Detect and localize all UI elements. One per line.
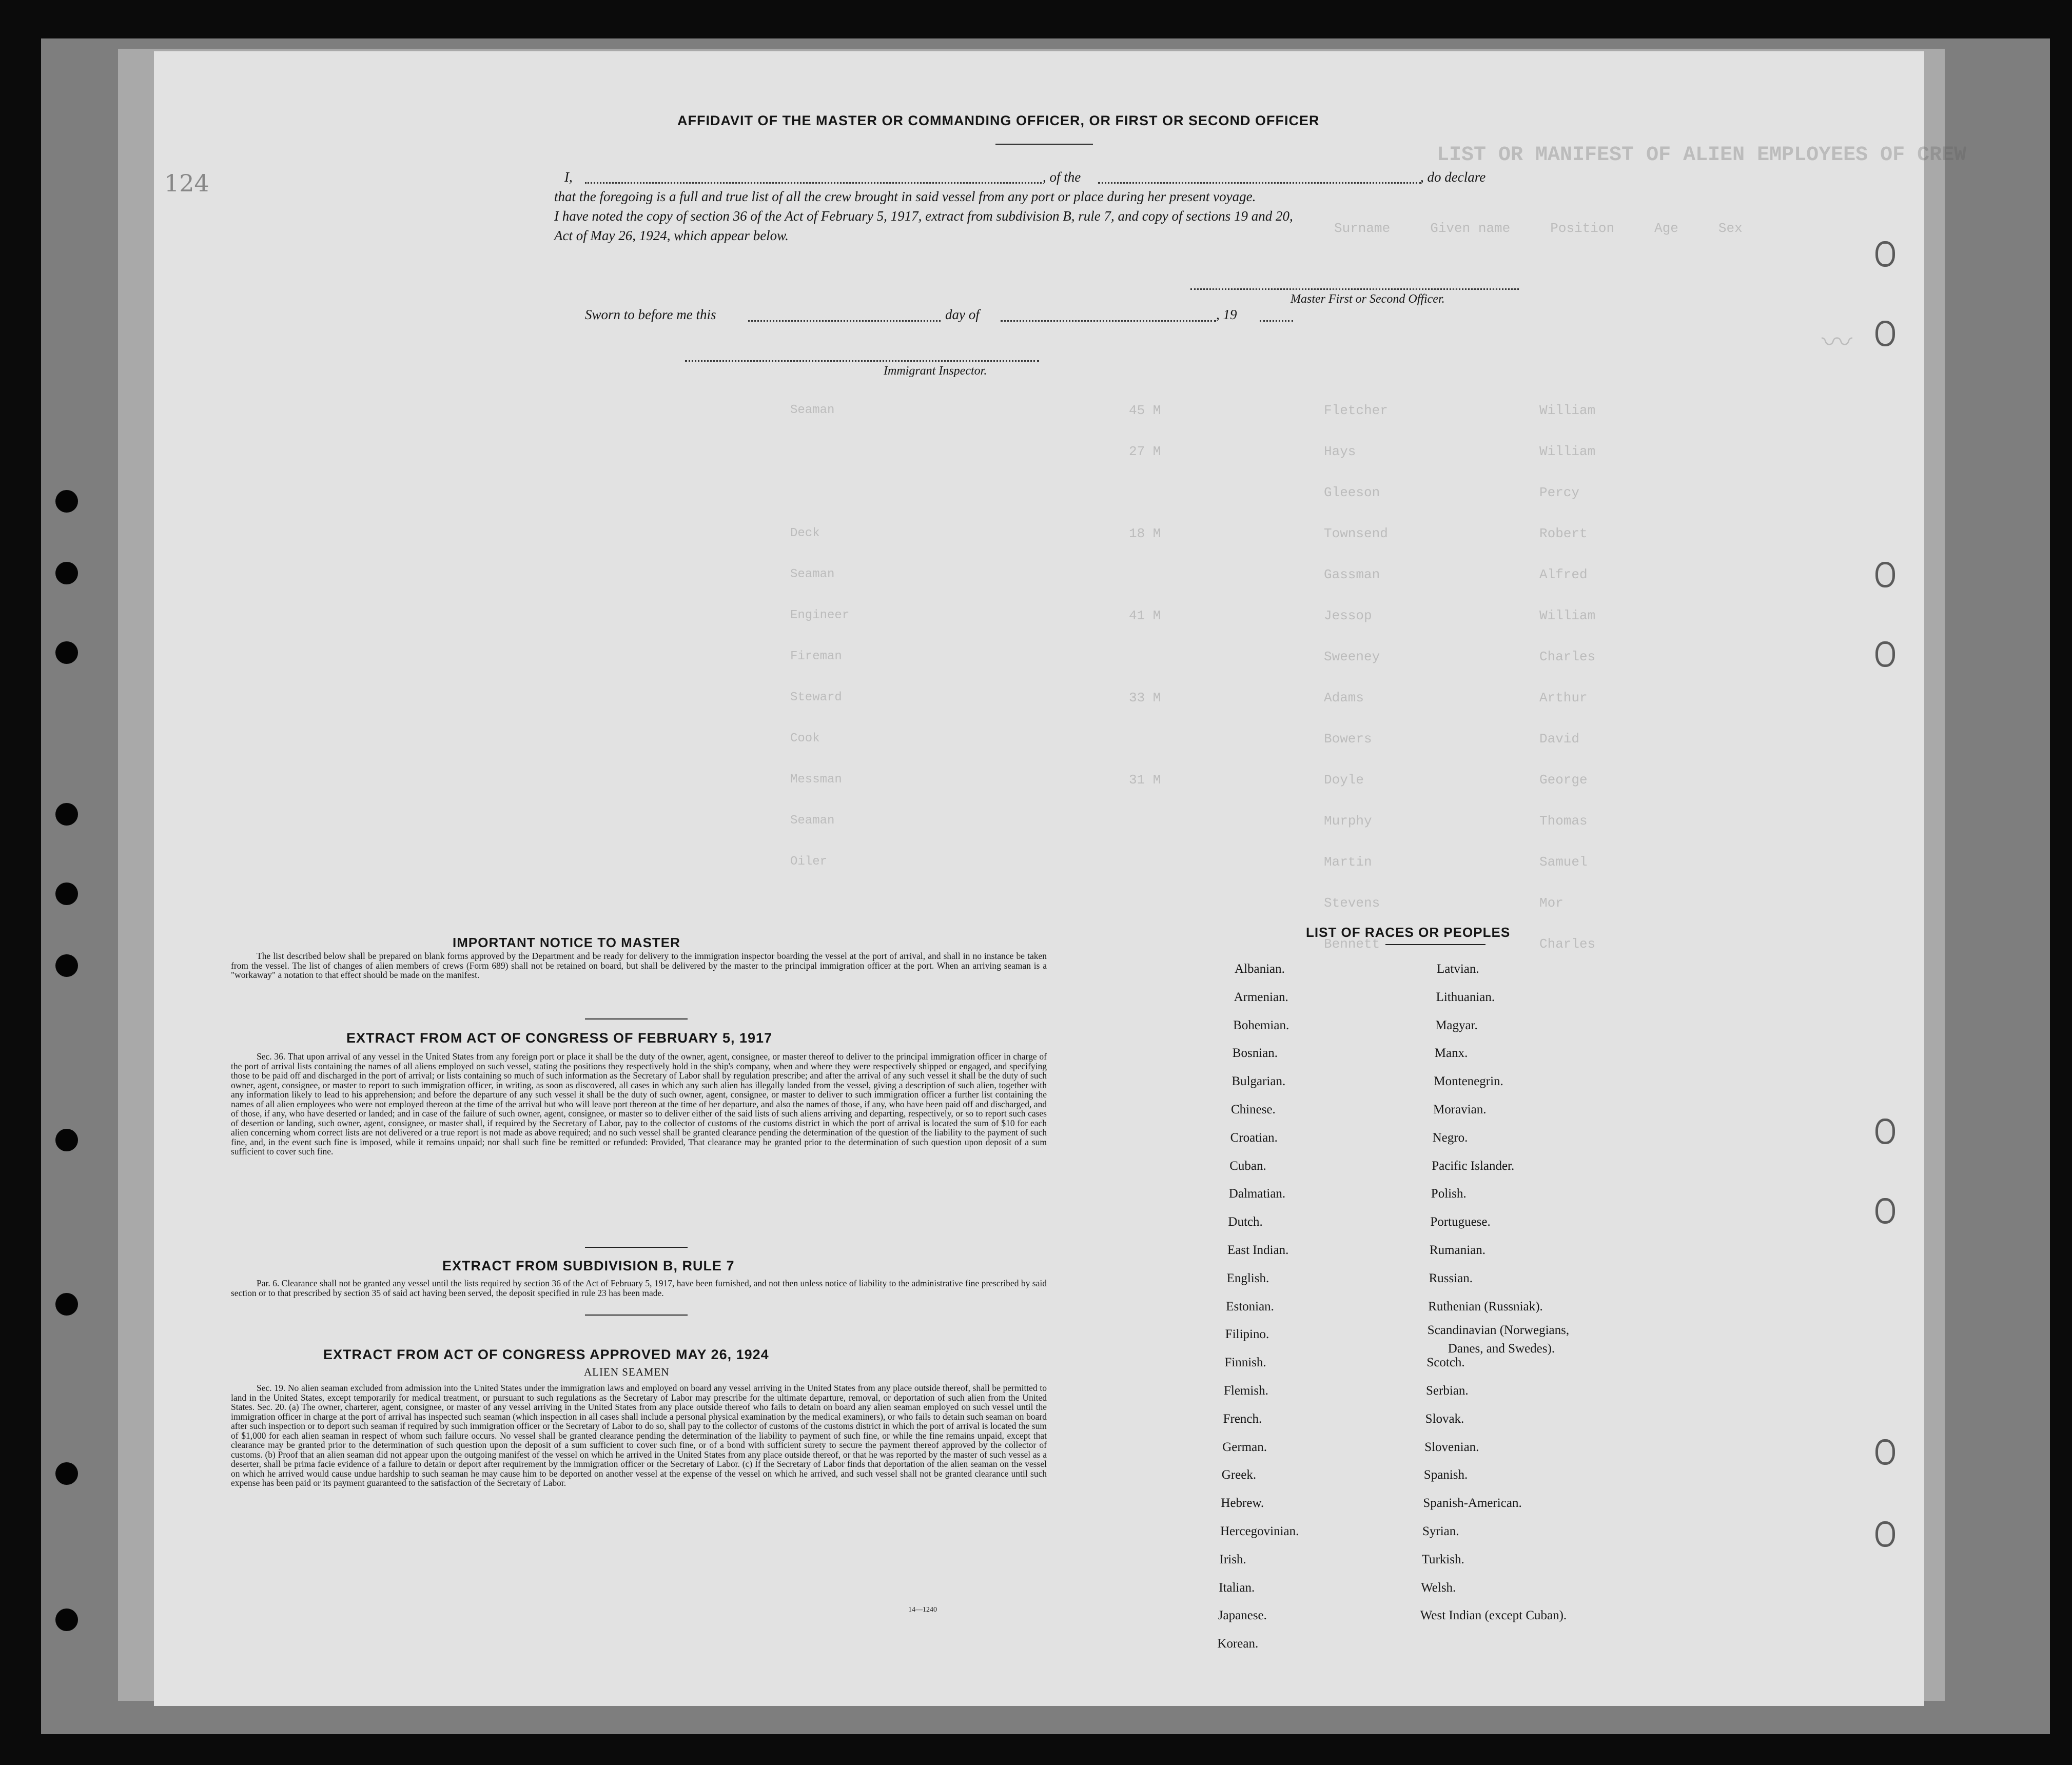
race-item: Scotch.	[1426, 1356, 1465, 1370]
inspector-signature-line	[685, 360, 1039, 362]
master-signature-line	[1190, 288, 1519, 290]
race-item: Serbian.	[1426, 1384, 1469, 1398]
race-item: Korean.	[1217, 1637, 1259, 1651]
extract-1924-title: EXTRACT FROM ACT OF CONGRESS APPROVED MAY 26, 1924	[323, 1347, 769, 1362]
race-item: Lithuanian.	[1436, 990, 1495, 1004]
race-item: Bulgarian.	[1232, 1074, 1286, 1089]
race-item: East Indian.	[1227, 1243, 1289, 1257]
sworn-day-of: day of	[945, 307, 980, 322]
bleed-through-column: Fletcher Hays Gleeson Townsend Gassman Jessop Sweeney Adams Bowers Doyle Murphy Martin Stevens Bennett	[1324, 403, 1388, 952]
binder-ring	[1875, 562, 1895, 587]
race-item: West Indian (except Cuban).	[1420, 1609, 1567, 1623]
race-item: Pacific Islander.	[1432, 1159, 1515, 1173]
race-item: Spanish.	[1423, 1468, 1468, 1482]
binder-ring	[1875, 1198, 1895, 1224]
affidavit-of-the: , of the	[1043, 169, 1081, 185]
binder-hole	[55, 1462, 78, 1485]
race-item: Croatian.	[1230, 1130, 1278, 1145]
race-item: English.	[1226, 1271, 1269, 1285]
race-item: Greek.	[1221, 1468, 1257, 1482]
binder-hole	[55, 1293, 78, 1316]
race-item: Slovak.	[1425, 1411, 1464, 1426]
binder-ring	[1875, 641, 1895, 667]
race-item: Danes, and Swedes).	[1448, 1342, 1555, 1356]
binder-ring	[1875, 1439, 1895, 1465]
binder-ring	[1875, 1119, 1895, 1144]
race-item: Moravian.	[1433, 1103, 1487, 1116]
title-underline	[995, 144, 1093, 145]
binder-ring	[1875, 241, 1895, 267]
binder-hole	[55, 803, 78, 826]
extract-1924-body: Sec. 19. No alien seaman excluded from admission into the United States under the immigration laws and employed on board any vessel arriving in the United States from any place outside thereof, shall be permitted to land in the United States, except temporarily for medical treatment, or pursuant to such regulations as the Secretary of Labor may prescribe for the ultimate departure, removal, or deportation of such alien from the United States. Sec. 20. (a) The owner, charterer, agent, consignee, or master of any vessel arriving in the United States from any place outside thereof who fails to detain on board any alien seaman employed on such vessel until the immigration officer in charge at the port of arrival has inspected such seaman (which inspection in all cases shall include a personal physical examination by the medical examiners), or who fails to detain such seaman on board after such inspection or to deport such seaman if required by such immigration officer or the Secretary of Labor to do so, shall pay to the collector of customs of the customs district in which the port of arrival is located the sum of $1,000 for each alien seaman in respect of whom such failure occurs. No vessel shall be granted clearance pending the determination of the liability to payment of such fine, or while the fine remains unpaid, except that clearance may be granted prior to the determination of such question upon the deposit of a sum sufficient to cover such fine, or of a bond with sufficient surety to secure the payment thereof approved by the collector of customs. (b) Proof that an alien seaman did not appear upon the outgoing manifest of the vessel on which he arrived in the United States from any place outside thereof, or that he was reported by the master of such vessel as a deserter, shall be prima facie evidence of a failure to detain or deport after requirement by the immigration officer or the Secretary of Labor. (c) If the Secretary of Labor finds that deportation of the alien seaman on the vessel on which he arrived would cause undue hardship to such seaman he may cause him to be deported on another vessel at the expense of the vessel on which he arrived, and such vessel shall not be granted clearance until such expense has been paid or its payment guaranteed to the satisfaction of the Secretary of Labor.	[231, 1383, 1047, 1488]
race-item: Dalmatian.	[1228, 1187, 1286, 1201]
race-item: Filipino.	[1225, 1327, 1269, 1342]
race-item: Japanese.	[1218, 1609, 1267, 1623]
binder-ring	[1875, 1521, 1895, 1547]
affidavit-line-4: Act of May 26, 1924, which appear below.	[554, 228, 789, 243]
race-item: French.	[1223, 1411, 1262, 1426]
affidavit-line-3: I have noted the copy of section 36 of the Act of February 5, 1917, extract from subdivision B, rule 7, and copy of sections 19 and 20,	[554, 208, 1293, 224]
sworn-year-blank	[1260, 320, 1293, 322]
affidavit-line-2: that the foregoing is a full and true list of all the crew brought in said vessel from any port or place during her present voyage.	[554, 189, 1256, 204]
bleed-through-column: Seaman Deck Seaman Engineer Fireman Steward Cook Messman Seaman Oiler	[790, 403, 850, 869]
race-item: Bosnian.	[1232, 1046, 1278, 1061]
race-item: Montenegrin.	[1434, 1074, 1503, 1089]
affidavit-i: I,	[564, 169, 573, 185]
race-item: Flemish.	[1224, 1384, 1268, 1398]
binder-ring	[1875, 321, 1895, 346]
sworn-year: , 19	[1216, 307, 1237, 322]
race-item: Negro.	[1432, 1130, 1468, 1145]
inspector-label: Immigrant Inspector.	[884, 364, 987, 378]
binder-hole	[55, 562, 78, 584]
vessel-blank	[1098, 182, 1421, 184]
race-item: Armenian.	[1234, 990, 1288, 1004]
race-item: Estonian.	[1226, 1299, 1274, 1313]
binder-hole	[55, 490, 78, 513]
extract-1917-body: Sec. 36. That upon arrival of any vessel in the United States from any foreign port or place it shall be the duty of the owner, agent, consignee, or master thereof to deliver to the principal immigration officer in charge of the port of arrival lists containing the names of all aliens employed on such vessel, stating the positions they respectively hold in the ship's company, when and where they were respectively shipped or engaged, and specifying those to be paid off and discharged in the port of arrival; or lists containing so much of such information as the Secretary of Labor shall by regulation prescribe; and after the arrival of any such vessel it shall be the duty of such owner, agent, consignee, or master to report to such immigration officer, in writing, as soon as discovered, all cases in which any such alien has illegally landed from the vessel, giving a description of such alien, together with any information likely to lead to his apprehension; and before the departure of any such vessel it shall be the duty of such owner, agent, consignee, or master to deliver to such immigration officer a further list containing the names of all alien employees who were not employed thereon at the time of the arrival but who will leave port thereon at the time of her departure, and also the names of those, if any, who have been paid off and discharged, and of those, if any, who have deserted or landed; and in case of the failure of such owner, agent, consignee, or master so to deliver either of the said lists of such aliens arriving and departing, respectively, or so to report such cases of desertion or landing, such owner, agent, consignee, or master shall, if required by the Secretary of Labor, pay to the collector of customs of the customs district in which the port of arrival is located the sum of $10 for each alien concerning whom correct lists are not delivered or a true report is not made as above required; and no such vessel shall be granted clearance pending the determination of the question of the liability to the payment of such fine, and, in the event such fine is imposed, while it remains unpaid; nor shall such fine be remitted or refunded: Provided, That clearance may be granted prior to the determination of such question upon deposit of a sum sufficient to cover such fine.	[231, 1051, 1047, 1156]
binder-hole	[55, 641, 78, 664]
race-item: Bohemian.	[1233, 1018, 1289, 1032]
race-item: Albanian.	[1235, 962, 1285, 976]
race-item: Syrian.	[1422, 1524, 1459, 1538]
race-item: Spanish-American.	[1423, 1496, 1522, 1511]
race-item: Hebrew.	[1221, 1496, 1264, 1511]
notice-title: IMPORTANT NOTICE TO MASTER	[453, 935, 680, 950]
race-item: Ruthenian (Russniak).	[1428, 1299, 1543, 1313]
affidavit-do-declare: , do declare	[1420, 169, 1486, 185]
race-item: Rumanian.	[1430, 1243, 1486, 1257]
form-number: 14—1240	[908, 1606, 937, 1614]
rule7-title: EXTRACT FROM SUBDIVISION B, RULE 7	[442, 1258, 735, 1273]
bleed-through-text: Surname Given name Position Age Sex	[1334, 221, 1743, 236]
race-item: Hercegovinian.	[1220, 1524, 1299, 1538]
race-item: Welsh.	[1421, 1580, 1456, 1595]
extract-1924-subtitle: ALIEN SEAMEN	[584, 1366, 670, 1378]
bleed-through-stamp: 〰	[1822, 328, 1852, 363]
master-signature-label: Master First or Second Officer.	[1291, 292, 1445, 306]
race-item: Dutch.	[1228, 1215, 1263, 1229]
name-blank	[585, 182, 1042, 184]
bleed-through-column: William William Percy Robert Alfred William Charles Arthur David George Thomas Samuel Mor Charles	[1539, 403, 1596, 952]
sworn-text: Sworn to before me this	[585, 307, 716, 322]
races-title: LIST OF RACES OR PEOPLES	[1306, 925, 1511, 940]
bleed-through-text: LIST OR MANIFEST OF ALIEN EMPLOYEES OF CREW	[1437, 144, 1967, 167]
binder-hole	[55, 882, 78, 905]
bleed-through-column: 45 M 27 M 18 M 41 M 33 M 31 M	[1129, 403, 1161, 788]
extract-1917-title: EXTRACT FROM ACT OF CONGRESS OF FEBRUARY 5, 1917	[346, 1030, 773, 1046]
rule7-body: Par. 6. Clearance shall not be granted any vessel until the lists required by section 36 of the Act of February 5, 1917, have been furnished, and not then unless notice of liability to the administrative fine prescribed by said section or to that prescribed by section 35 of said act having been served, the deposit specified in rule 23 has been made.	[231, 1278, 1047, 1298]
form-page	[154, 51, 1967, 1706]
affidavit-title: AFFIDAVIT OF THE MASTER OR COMMANDING OFFICER, OR FIRST OR SECOND OFFICER	[677, 113, 1320, 128]
race-item: Italian.	[1219, 1580, 1255, 1595]
race-item: Chinese.	[1231, 1103, 1276, 1116]
race-item: Latvian.	[1437, 962, 1479, 976]
race-item: Polish.	[1431, 1187, 1467, 1201]
sworn-month-blank	[1001, 320, 1216, 322]
notice-body: The list described below shall be prepared on blank forms approved by the Department and be ready for delivery to the immigration inspector boarding the vessel at the port of arrival, and shall in no instance be taken from the vessel. The list of changes of alien members of crews (Form 689) shall not be retained on board, but shall be delivered by the master to the principal immigration officer at the port. When an arriving seaman is a "workaway" a notation to that effect should be made on the manifest.	[231, 951, 1047, 980]
race-item: Manx.	[1434, 1046, 1468, 1061]
race-item: Scandinavian (Norwegians,	[1427, 1323, 1570, 1338]
race-item: Turkish.	[1421, 1552, 1464, 1566]
binder-hole	[55, 1129, 78, 1151]
race-item: Russian.	[1429, 1271, 1473, 1285]
margin-page-number: 124	[164, 169, 209, 197]
race-item: Slovenian.	[1424, 1440, 1479, 1454]
race-item: Finnish.	[1224, 1356, 1266, 1370]
binder-hole	[55, 1609, 78, 1631]
section-rule	[585, 1247, 688, 1248]
race-item: Magyar.	[1435, 1018, 1478, 1032]
binder-hole	[55, 954, 78, 977]
race-item: German.	[1222, 1440, 1267, 1454]
race-item: Cuban.	[1229, 1159, 1266, 1173]
sworn-day-blank	[748, 320, 941, 322]
race-item: Portuguese.	[1430, 1215, 1491, 1229]
section-rule	[585, 1018, 688, 1019]
race-item: Irish.	[1219, 1552, 1246, 1566]
section-rule	[585, 1315, 688, 1316]
races-title-underline	[1385, 944, 1485, 945]
